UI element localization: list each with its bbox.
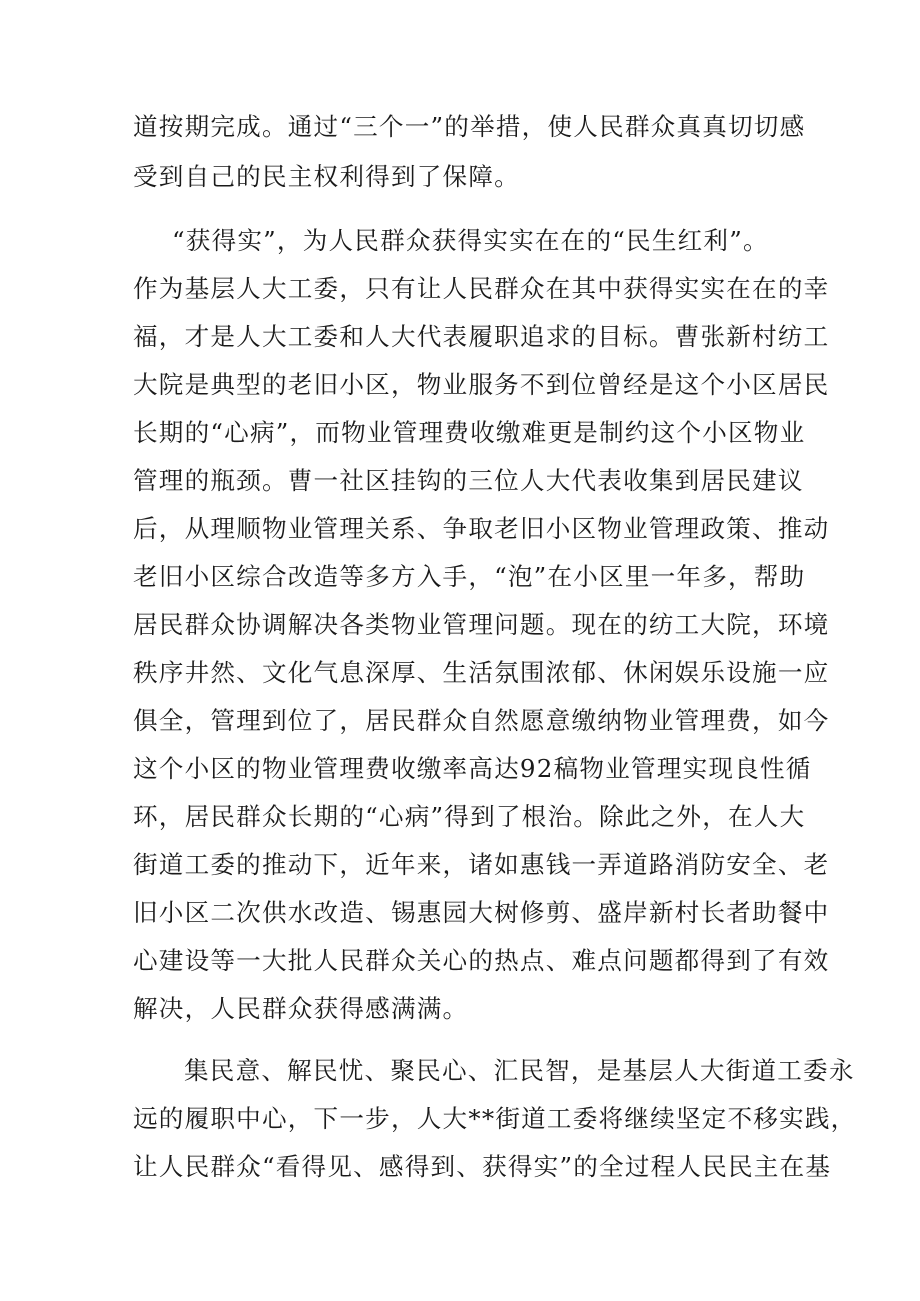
text-line: 后，从理顺物业管理关系、争取老旧小区物业管理政策、推动 bbox=[133, 514, 830, 543]
text-line: 远的履职中心，下一步，人大**街道工委将继续坚定不移实践， bbox=[133, 1104, 857, 1133]
text-line: 管理的瓶颈。曹一社区挂钩的三位人大代表收集到居民建议 bbox=[133, 466, 804, 495]
text-line: “获得实”，为人民群众获得实实在在的“民生红利”。 bbox=[172, 226, 769, 255]
text-line: 环，居民群众长期的“心病”得到了根治。除此之外，在人大 bbox=[133, 802, 806, 831]
text-line: 俱全，管理到位了，居民群众自然愿意缴纳物业管理费，如今 bbox=[133, 706, 830, 735]
text-line: 长期的“心病”，而物业管理费收缴难更是制约这个小区物业 bbox=[133, 418, 806, 447]
text-line: 心建设等一大批人民群众关心的热点、难点问题都得到了有效 bbox=[133, 946, 830, 975]
text-line: 街道工委的推动下，近年来，诸如惠钱一弄道路消防安全、老 bbox=[133, 850, 830, 879]
text-line: 秩序井然、文化气息深厚、生活氛围浓郁、休闲娱乐设施一应 bbox=[133, 658, 830, 687]
text-line: 旧小区二次供水改造、锡惠园大树修剪、盛岸新村长者助餐中 bbox=[133, 898, 830, 927]
text-line: 受到自己的民主权利得到了保障。 bbox=[133, 162, 520, 191]
text-line: 作为基层人大工委，只有让人民群众在其中获得实实在在的幸 bbox=[133, 274, 830, 303]
text-line: 这个小区的物业管理费收缴率高达92稿物业管理实现良性循 bbox=[133, 754, 812, 783]
text-line: 解决，人民群众获得感满满。 bbox=[133, 994, 469, 1023]
text-line: 福，才是人大工委和人大代表履职追求的目标。曹张新村纺工 bbox=[133, 322, 830, 351]
text-line: 老旧小区综合改造等多方入手，“泡”在小区里一年多，帮助 bbox=[133, 562, 806, 591]
text-line: 集民意、解民忧、聚民心、汇民智，是基层人大街道工委永 bbox=[184, 1056, 855, 1085]
text-line: 道按期完成。通过“三个一”的举措，使人民群众真真切切感 bbox=[133, 112, 806, 141]
text-line: 大院是典型的老旧小区，物业服务不到位曾经是这个小区居民 bbox=[133, 370, 830, 399]
text-line: 居民群众协调解决各类物业管理问题。现在的纺工大院，环境 bbox=[133, 610, 830, 639]
text-line: 让人民群众“看得见、感得到、获得实”的全过程人民民主在基 bbox=[133, 1152, 832, 1181]
